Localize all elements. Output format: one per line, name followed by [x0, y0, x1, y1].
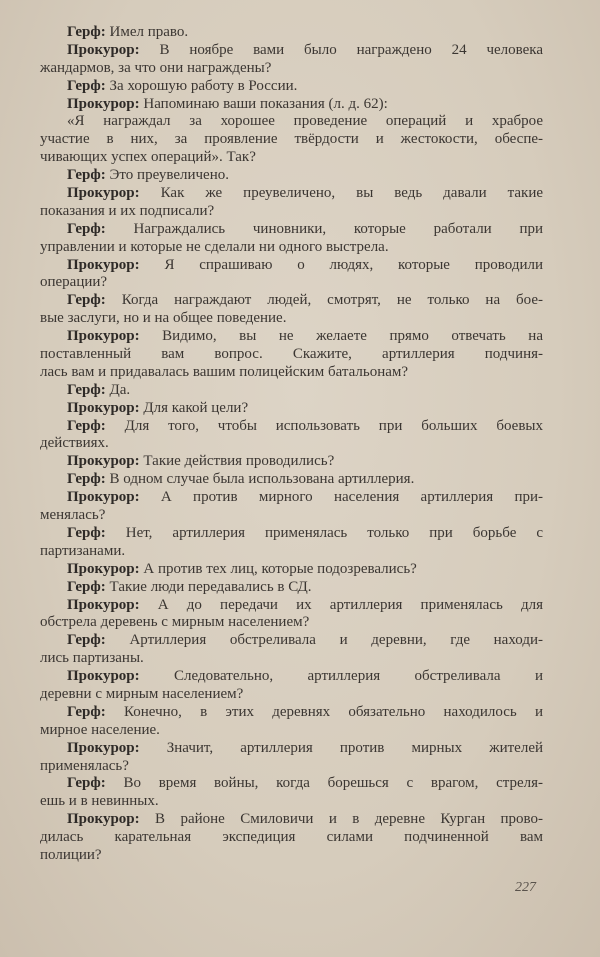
line-text: управлении и которые не сделали ни одного выстрела. [40, 238, 389, 255]
line-text: Для того, чтобы использовать при больших боевых [124, 417, 544, 434]
dialogue-paragraph [40, 78, 543, 96]
speaker-label: Прокурор: [67, 256, 140, 273]
dialogue-paragraph [40, 292, 543, 328]
text-line [40, 364, 543, 382]
line-text: За хорошую работу в России. [109, 77, 298, 94]
text-line [40, 78, 543, 96]
line-text: участие в них, за проявление твёрдости и жестокости, обеспе- [40, 131, 543, 148]
page-number: 227 [515, 880, 536, 895]
line-text: Награждались чиновники, которые работали при [133, 220, 543, 237]
speaker-label: Герф: [67, 632, 106, 649]
line-text: чивающих успех операций». Так? [40, 149, 256, 166]
line-text: применялась? [40, 757, 129, 774]
text-line [40, 221, 543, 239]
dialogue-paragraph [40, 113, 543, 167]
text-line [40, 24, 543, 42]
speaker-label: Герф: [67, 220, 106, 237]
text-line [40, 418, 543, 436]
text-line [40, 131, 543, 149]
line-text: Конечно, в этих деревнях обязательно находилось и [124, 703, 543, 720]
text-line [40, 793, 543, 811]
dialogue-paragraph [40, 561, 543, 579]
line-text: поставленный вам вопрос. Скажите, артиллерия подчиня- [40, 346, 543, 363]
line-text: «Я награждал за хорошее проведение операций и храброе [67, 113, 543, 130]
dialogue-paragraph [40, 775, 543, 811]
line-text: В одном случае была использована артиллерия. [109, 471, 415, 488]
speaker-label: Герф: [67, 578, 106, 595]
speaker-label: Герф: [67, 524, 106, 541]
dialogue-paragraph [40, 525, 543, 561]
speaker-label: Прокурор: [67, 453, 140, 470]
speaker-label: Герф: [67, 24, 106, 40]
dialogue-paragraph [40, 42, 543, 78]
text-line [40, 758, 543, 776]
text-line [40, 60, 543, 78]
text-line [40, 489, 543, 507]
transcript-body [40, 24, 543, 865]
text-line [40, 614, 543, 632]
dialogue-paragraph [40, 418, 543, 454]
text-line [40, 829, 543, 847]
text-line [40, 203, 543, 221]
text-line [40, 239, 543, 257]
line-text: А до передачи их артиллерия применялась для [157, 596, 543, 613]
line-text: Как же преувеличено, вы ведь давали такие [160, 185, 544, 202]
line-text: Это преувеличено. [109, 167, 229, 184]
speaker-label: Прокурор: [67, 739, 140, 756]
line-text: мирное население. [40, 721, 160, 738]
text-line [40, 435, 543, 453]
line-text: Артиллерия обстреливала и деревни, где находи- [129, 632, 543, 649]
text-line [40, 561, 543, 579]
text-line [40, 167, 543, 185]
speaker-label: Прокурор: [67, 95, 140, 112]
text-line [40, 811, 543, 829]
line-text: Я спрашиваю о людях, которые проводили [164, 256, 544, 273]
line-text: А против мирного населения артиллерия при- [160, 489, 543, 506]
dialogue-paragraph [40, 257, 543, 293]
line-text: лись партизаны. [40, 650, 144, 667]
dialogue-paragraph [40, 704, 543, 740]
line-text: Нет, артиллерия применялась только при борьбе с [125, 524, 543, 541]
line-text: Значит, артиллерия против мирных жителей [166, 739, 543, 756]
text-line [40, 686, 543, 704]
dialogue-paragraph [40, 489, 543, 525]
text-line [40, 471, 543, 489]
text-line [40, 543, 543, 561]
dialogue-paragraph [40, 597, 543, 633]
dialogue-paragraph [40, 185, 543, 221]
dialogue-paragraph [40, 400, 543, 418]
speaker-label: Прокурор: [67, 668, 140, 685]
text-line [40, 113, 543, 131]
line-text: Видимо, вы не желаете прямо отвечать на [162, 328, 543, 345]
speaker-label: Прокурор: [67, 185, 140, 202]
text-line [40, 292, 543, 310]
line-text: Когда награждают людей, смотрят, не только на бое- [121, 292, 544, 309]
line-text: Во время войны, когда борешься с врагом, стреля- [123, 775, 544, 792]
text-line [40, 668, 543, 686]
dialogue-paragraph [40, 328, 543, 382]
text-line [40, 257, 543, 275]
text-line [40, 328, 543, 346]
dialogue-paragraph [40, 471, 543, 489]
line-text: менялась? [40, 507, 106, 524]
text-line [40, 310, 543, 328]
speaker-label: Герф: [67, 775, 106, 792]
line-text: жандармов, за что они награждены? [40, 59, 272, 76]
text-line [40, 704, 543, 722]
text-line [40, 149, 543, 167]
text-line [40, 382, 543, 400]
dialogue-paragraph [40, 668, 543, 704]
text-line [40, 525, 543, 543]
line-text: партизанами. [40, 542, 126, 559]
dialogue-paragraph [40, 382, 543, 400]
dialogue-paragraph [40, 167, 543, 185]
speaker-label: Герф: [67, 703, 106, 720]
text-line [40, 847, 543, 865]
text-line [40, 274, 543, 292]
line-text: Такие действия проводились? [143, 453, 335, 470]
text-line [40, 722, 543, 740]
dialogue-paragraph [40, 96, 543, 114]
line-text: обстрела деревень с мирным населением? [40, 614, 310, 631]
text-line [40, 740, 543, 758]
text-line [40, 775, 543, 793]
speaker-label: Прокурор: [67, 811, 140, 828]
speaker-label: Прокурор: [67, 596, 140, 613]
speaker-label: Герф: [67, 471, 106, 488]
dialogue-paragraph [40, 453, 543, 471]
dialogue-paragraph [40, 579, 543, 597]
line-text: вые заслуги, но и на общее поведение. [40, 310, 287, 327]
speaker-label: Прокурор: [67, 41, 140, 58]
dialogue-paragraph [40, 632, 543, 668]
line-text: Напоминаю ваши показания (л. д. 62): [143, 95, 388, 112]
speaker-label: Прокурор: [67, 328, 140, 345]
line-text: показания и их подписали? [40, 202, 215, 219]
text-line [40, 42, 543, 60]
speaker-label: Прокурор: [67, 399, 140, 416]
text-line [40, 597, 543, 615]
dialogue-paragraph [40, 24, 543, 42]
line-text: Да. [109, 381, 131, 398]
text-line [40, 453, 543, 471]
dialogue-paragraph [40, 221, 543, 257]
line-text: Такие люди передавались в СД. [109, 578, 312, 595]
line-text: операции? [40, 274, 108, 291]
speaker-label: Герф: [67, 417, 106, 434]
text-line [40, 185, 543, 203]
line-text: лась вам и придавалась вашим полицейским батальонам? [40, 363, 409, 380]
line-text: дилась карательная экспедиция силами подчиненной вам [40, 829, 543, 846]
line-text: В ноябре вами было награждено 24 человека [159, 41, 543, 58]
line-text: Следовательно, артиллерия обстреливала и [174, 668, 543, 685]
line-text: полиции? [40, 846, 102, 863]
text-line [40, 632, 543, 650]
dialogue-paragraph [40, 811, 543, 865]
line-text: А против тех лиц, которые подозревались? [143, 560, 417, 577]
speaker-label: Герф: [67, 77, 106, 94]
line-text: Имел право. [109, 24, 189, 40]
text-line [40, 650, 543, 668]
text-line [40, 96, 543, 114]
line-text: Для какой цели? [143, 399, 249, 416]
text-line [40, 507, 543, 525]
speaker-label: Прокурор: [67, 560, 140, 577]
line-text: действиях. [40, 435, 109, 452]
line-text: ешь и в невинных. [40, 793, 159, 810]
speaker-label: Герф: [67, 167, 106, 184]
text-line [40, 579, 543, 597]
dialogue-paragraph [40, 740, 543, 776]
text-line [40, 346, 543, 364]
line-text: В районе Смиловичи и в деревне Курган прово- [155, 811, 544, 828]
speaker-label: Герф: [67, 292, 106, 309]
line-text: деревни с мирным населением? [40, 685, 244, 702]
speaker-label: Герф: [67, 381, 106, 398]
text-line [40, 400, 543, 418]
speaker-label: Прокурор: [67, 489, 140, 506]
